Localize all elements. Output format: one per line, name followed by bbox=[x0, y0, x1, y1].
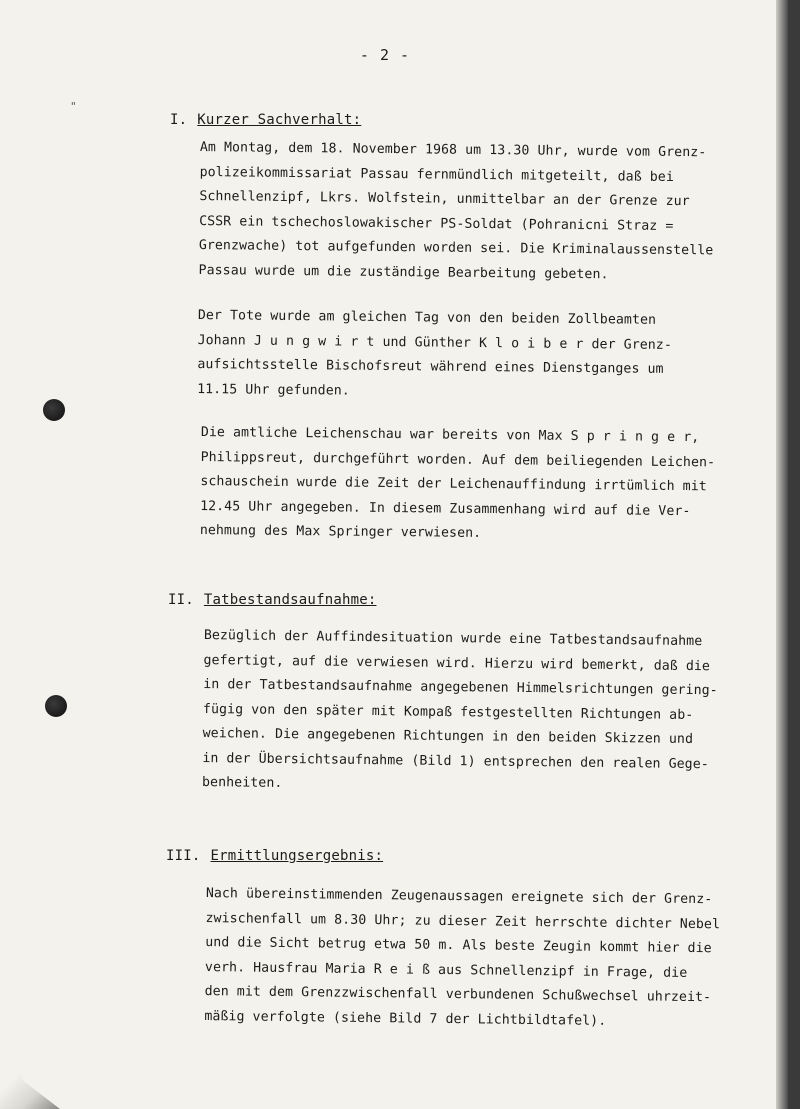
section-title: Kurzer Sachverhalt: bbox=[197, 112, 362, 128]
section-number: II. bbox=[168, 592, 194, 608]
section-title: Ermittlungsergebnis: bbox=[210, 848, 384, 864]
text-line: benheiten. bbox=[201, 774, 283, 791]
section-heading bbox=[170, 112, 361, 128]
text-line: 12.45 Uhr angegeben. In diesem Zusammenhang wird auf die Ver- bbox=[200, 498, 691, 519]
text-line: den mit dem Grenzzwischenfall verbundenen Schußwechsel uhrzeit- bbox=[204, 983, 712, 1006]
text-line: weichen. Die angegebenen Richtungen in den beiden Skizzen und bbox=[202, 725, 694, 747]
text-line: Nach übereinstimmenden Zeugenaussagen ereignete sich der Grenz- bbox=[205, 885, 713, 908]
page-edge-shadow bbox=[776, 0, 788, 1109]
punch-hole-bottom bbox=[45, 695, 67, 717]
text-line: nehmung des Max Springer verwiesen. bbox=[199, 522, 482, 541]
text-line: mäßig verfolgte (siehe Bild 7 der Lichtbildtafel). bbox=[204, 1008, 607, 1029]
punch-hole-top bbox=[43, 399, 65, 421]
text-line: polizeikommissariat Passau fernmündlich mitgeteilt, daß bei bbox=[199, 164, 675, 185]
text-line: Philippsreut, durchgeführt worden. Auf dem beiliegenden Leichen- bbox=[200, 449, 716, 470]
paragraph bbox=[198, 136, 714, 288]
paragraph bbox=[197, 304, 672, 407]
text-line: gefertigt, auf die verwiesen wird. Hierzu wird bemerkt, daß die bbox=[203, 652, 711, 674]
text-line: schauschein wurde die Zeit der Leichenauffindung irrtümlich mit bbox=[200, 473, 707, 495]
text-line: verh. Hausfrau Maria R e i ß aus Schnellenzipf in Frage, die bbox=[204, 959, 688, 981]
paragraph bbox=[200, 421, 716, 549]
text-line: 11.15 Uhr gefunden. bbox=[197, 381, 350, 399]
section-title: Tatbestandsaufnahme: bbox=[203, 592, 377, 608]
text-line: in der Übersichtsaufnahme (Bild 1) entsprechen den realen Gege- bbox=[202, 750, 709, 772]
text-line: CSSR ein tschechoslowakischer PS-Soldat (Pohranicni Straz = bbox=[199, 213, 674, 234]
text-line: Schnellenzipf, Lkrs. Wolfstein, unmittelbar an der Grenze zur bbox=[199, 188, 690, 210]
paragraph bbox=[202, 624, 719, 802]
text-line: Grenzwache) tot aufgefunden worden sei. Die Kriminalaussenstelle bbox=[198, 237, 714, 259]
section-number: I. bbox=[170, 112, 188, 128]
page-number: - 2 - bbox=[359, 46, 411, 64]
text-line: Bezüglich der Auffindesituation wurde eine Tatbestandsaufnahme bbox=[203, 627, 703, 650]
section-number: III. bbox=[166, 848, 201, 864]
text-line: aufsichtsstelle Bischofsreut während eines Dienstganges um bbox=[197, 356, 664, 377]
text-line: Der Tote wurde am gleichen Tag von den beiden Zollbeamten bbox=[197, 307, 657, 328]
text-line: Passau wurde um die zuständige Bearbeitung gebeten. bbox=[198, 262, 609, 282]
page-corner-curl bbox=[0, 1040, 60, 1109]
text-line: Am Montag, dem 18. November 1968 um 13.30 Uhr, wurde vom Grenz- bbox=[199, 139, 707, 161]
margin-mark: " bbox=[70, 100, 77, 113]
text-line: in der Tatbestandsaufnahme angegebenen Himmelsrichtungen gering- bbox=[203, 676, 718, 699]
section-heading bbox=[168, 592, 376, 608]
paragraph bbox=[204, 882, 720, 1035]
section-heading bbox=[166, 848, 383, 864]
text-line: Die amtliche Leichenschau war bereits von Max S p r i n g e r, bbox=[200, 424, 700, 446]
text-line: und die Sicht betrug etwa 50 m. Als beste Zeugin kommt hier die bbox=[205, 934, 712, 957]
text-line: Johann J u n g w i r t und Günther K l o i b e r der Grenz- bbox=[197, 332, 673, 353]
text-line: fügig von den später mit Kompaß festgestellten Richtungen ab- bbox=[202, 701, 694, 723]
text-line: zwischenfall um 8.30 Uhr; zu dieser Zeit herrschte dichter Nebel bbox=[205, 910, 721, 932]
